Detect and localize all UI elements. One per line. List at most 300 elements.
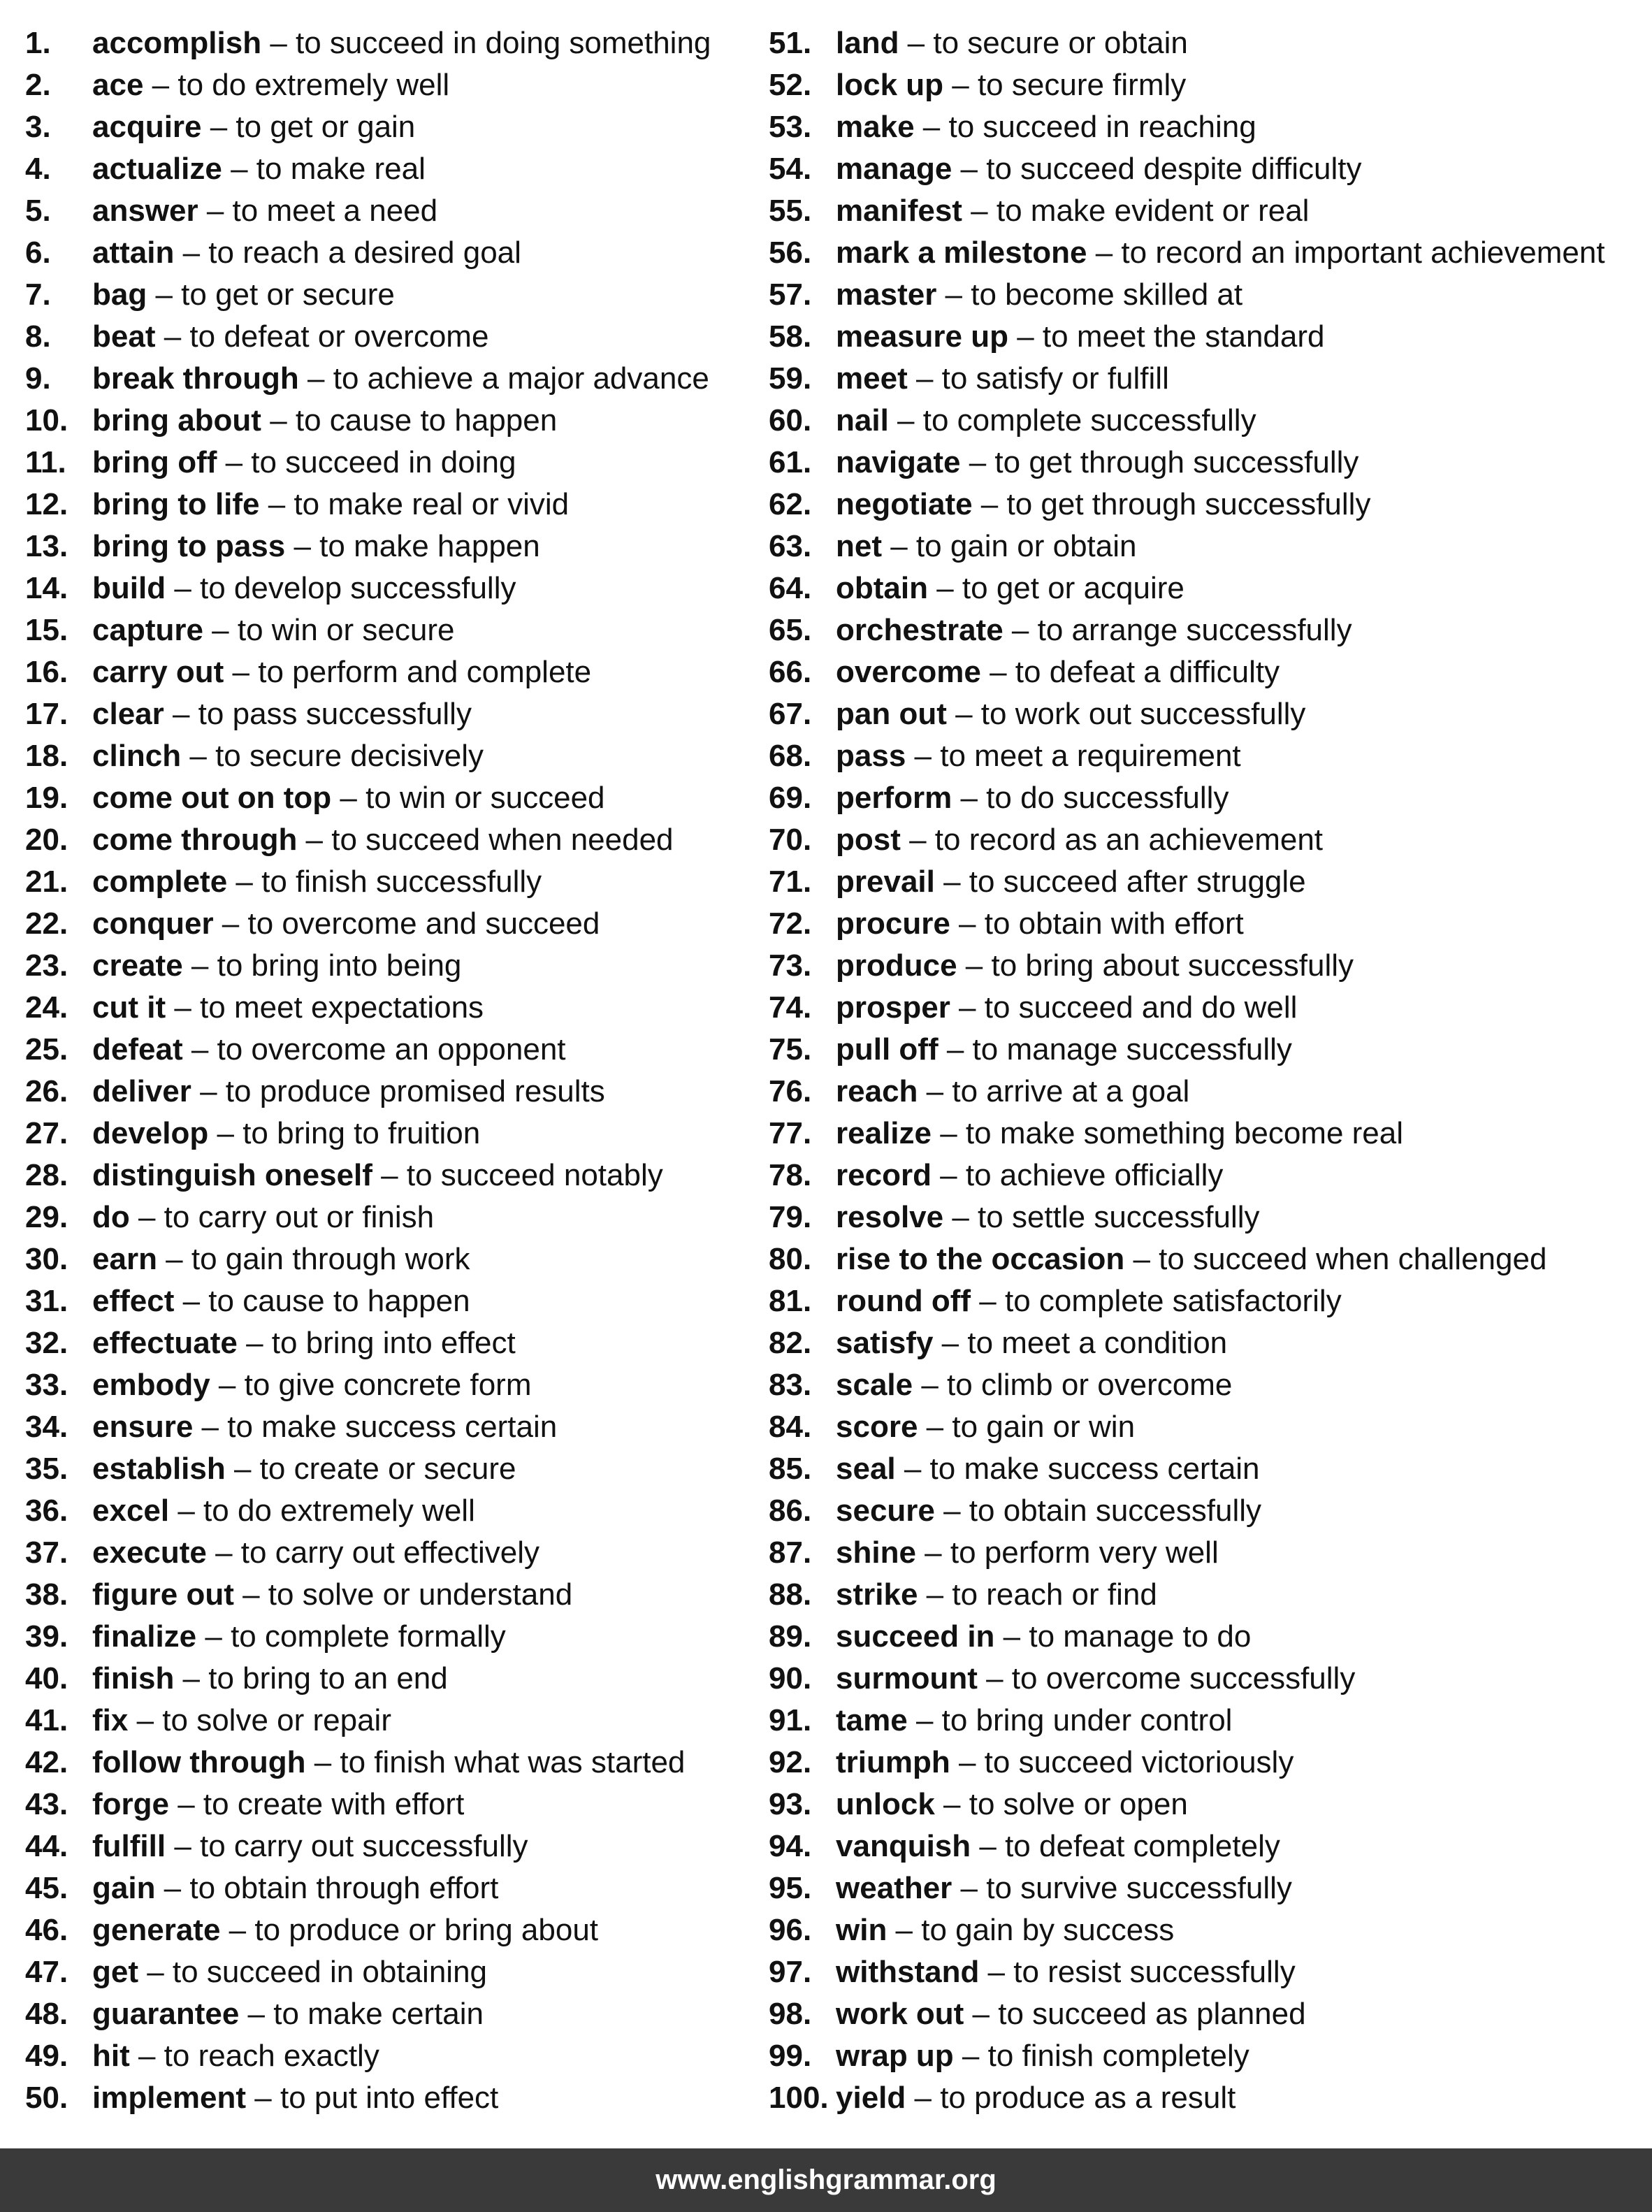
item-word: triumph (836, 1745, 950, 1779)
item-number: 59. (769, 361, 812, 396)
item-number: 44. (25, 1829, 68, 1863)
item-number: 55. (769, 194, 812, 228)
item-number: 6. (25, 236, 51, 270)
item-definition: – to get or acquire (927, 571, 1184, 605)
item-word: accomplish (92, 26, 262, 60)
item-entry (92, 316, 488, 358)
list-item (25, 1784, 759, 1826)
item-entry (92, 274, 395, 316)
item-number: 89. (769, 1619, 812, 1654)
item-definition: – to solve or repair (128, 1703, 391, 1737)
list-item (25, 526, 759, 568)
item-entry (92, 1532, 539, 1574)
item-word: do (92, 1200, 130, 1234)
item-entry (92, 232, 521, 274)
list-item (25, 1742, 759, 1784)
item-entry (92, 1658, 448, 1700)
item-number: 13. (25, 529, 68, 563)
item-entry (836, 22, 1188, 64)
list-item (769, 1071, 1642, 1113)
item-number: 9. (25, 361, 51, 396)
item-word: win (836, 1913, 887, 1947)
item-definition: – to reach exactly (129, 2039, 379, 2073)
item-entry (92, 1826, 528, 1867)
item-definition: – to achieve a major advance (298, 361, 709, 396)
item-word: fulfill (92, 1829, 166, 1863)
item-word: land (836, 26, 899, 60)
item-definition: – to make success certain (193, 1410, 558, 1444)
left-column (25, 22, 759, 2119)
item-entry (836, 1448, 1260, 1490)
item-number: 30. (25, 1242, 68, 1276)
item-definition: – to satisfy or fulfill (907, 361, 1169, 396)
item-entry (92, 1448, 516, 1490)
item-number: 38. (25, 1577, 68, 1612)
item-entry (836, 484, 1370, 526)
item-number: 69. (769, 781, 812, 815)
list-item (25, 1826, 759, 1867)
item-number: 14. (25, 571, 68, 605)
item-word: guarantee (92, 1997, 240, 2031)
item-entry (92, 106, 415, 148)
list-item (25, 987, 759, 1029)
item-word: excel (92, 1494, 170, 1528)
item-definition: – to develop successfully (166, 571, 516, 605)
item-number: 78. (769, 1158, 812, 1192)
item-number: 32. (25, 1326, 68, 1360)
item-word: cut it (92, 990, 166, 1025)
item-definition: – to succeed as planned (964, 1997, 1306, 2031)
item-word: measure up (836, 319, 1008, 354)
item-entry (836, 1406, 1135, 1448)
item-entry (92, 861, 542, 903)
item-word: deliver (92, 1074, 191, 1108)
item-number: 100. (769, 2081, 829, 2115)
item-definition: – to give concrete form (210, 1368, 532, 1402)
item-word: implement (92, 2081, 247, 2115)
list-item (25, 1951, 759, 1993)
item-word: procure (836, 906, 950, 941)
item-number: 11. (25, 445, 66, 479)
list-item (25, 148, 759, 190)
item-entry (92, 1951, 487, 1993)
item-entry (92, 1155, 663, 1197)
item-word: negotiate (836, 487, 973, 521)
item-entry (836, 148, 1362, 190)
item-definition: – to carry out successfully (166, 1829, 528, 1863)
item-entry (836, 651, 1280, 693)
list-item (25, 400, 759, 442)
item-definition: – to overcome and succeed (213, 906, 600, 941)
item-entry (92, 1238, 470, 1280)
item-number: 39. (25, 1619, 68, 1654)
item-definition: – to bring to an end (174, 1661, 448, 1696)
item-entry (836, 2035, 1249, 2077)
item-number: 92. (769, 1745, 812, 1779)
item-entry (92, 693, 472, 735)
item-definition: – to win or succeed (331, 781, 605, 815)
list-item (25, 1071, 759, 1113)
item-entry (92, 1490, 475, 1532)
item-number: 21. (25, 865, 68, 899)
item-definition: – to bring about successfully (957, 948, 1354, 983)
item-number: 56. (769, 236, 812, 270)
item-word: embody (92, 1368, 210, 1402)
list-item (25, 1490, 759, 1532)
item-word: forge (92, 1787, 169, 1821)
list-item (769, 1909, 1642, 1951)
list-item (25, 1029, 759, 1071)
item-number: 65. (769, 613, 812, 647)
item-entry (836, 400, 1256, 442)
item-definition: – to arrange successfully (1003, 613, 1352, 647)
item-definition: – to make success certain (895, 1452, 1260, 1486)
item-number: 8. (25, 319, 51, 354)
item-number: 99. (769, 2039, 812, 2073)
item-word: establish (92, 1452, 226, 1486)
item-word: produce (836, 948, 957, 983)
item-definition: – to work out successfully (946, 697, 1306, 731)
list-item (25, 316, 759, 358)
item-definition: – to become skilled at (936, 277, 1243, 312)
list-item (769, 1029, 1642, 1071)
item-word: orchestrate (836, 613, 1003, 647)
item-entry (836, 693, 1305, 735)
item-number: 70. (769, 823, 812, 857)
item-entry (836, 190, 1309, 232)
item-word: prevail (836, 865, 935, 899)
item-word: figure out (92, 1577, 234, 1612)
item-number: 66. (769, 655, 812, 689)
list-item (25, 1155, 759, 1197)
item-entry (92, 735, 484, 777)
item-number: 12. (25, 487, 68, 521)
list-item (25, 1238, 759, 1280)
item-number: 51. (769, 26, 812, 60)
item-entry (92, 1993, 484, 2035)
item-word: actualize (92, 152, 222, 186)
item-entry (92, 1867, 498, 1909)
item-number: 93. (769, 1787, 812, 1821)
item-entry (836, 1616, 1251, 1658)
item-number: 68. (769, 739, 812, 773)
item-number: 88. (769, 1577, 812, 1612)
item-word: follow through (92, 1745, 306, 1779)
item-entry (836, 568, 1184, 609)
item-number: 98. (769, 1997, 812, 2031)
item-entry (836, 1238, 1546, 1280)
item-number: 86. (769, 1494, 812, 1528)
list-item (769, 1826, 1642, 1867)
item-word: attain (92, 236, 175, 270)
item-definition: – to bring under control (907, 1703, 1233, 1737)
item-word: gain (92, 1871, 156, 1905)
item-word: conquer (92, 906, 214, 941)
list-item (769, 400, 1642, 442)
item-number: 45. (25, 1871, 68, 1905)
list-item (769, 609, 1642, 651)
item-word: withstand (836, 1955, 980, 1989)
item-word: create (92, 948, 183, 983)
item-definition: – to make something become real (931, 1116, 1404, 1150)
item-definition: – to record an important achievement (1087, 236, 1605, 270)
item-number: 48. (25, 1997, 68, 2031)
item-number: 7. (25, 277, 51, 312)
item-number: 80. (769, 1242, 812, 1276)
list-item (769, 1197, 1642, 1238)
item-definition: – to succeed in reaching (914, 110, 1256, 144)
item-definition: – to make real or vivid (259, 487, 570, 521)
list-item (769, 1155, 1642, 1197)
item-entry (92, 1616, 506, 1658)
item-definition: – to defeat or overcome (155, 319, 489, 354)
item-number: 67. (769, 697, 812, 731)
item-number: 15. (25, 613, 68, 647)
item-definition: – to succeed after struggle (934, 865, 1306, 899)
item-entry (836, 1532, 1219, 1574)
list-item (769, 232, 1642, 274)
list-item (25, 1280, 759, 1322)
item-entry (92, 1364, 531, 1406)
item-entry (836, 777, 1229, 819)
item-entry (836, 1784, 1188, 1826)
list-item (769, 568, 1642, 609)
item-number: 42. (25, 1745, 68, 1779)
item-entry (92, 1700, 391, 1742)
item-word: realize (836, 1116, 932, 1150)
item-number: 49. (25, 2039, 68, 2073)
item-definition: – to get through successfully (972, 487, 1371, 521)
list-item (25, 1909, 759, 1951)
item-word: earn (92, 1242, 157, 1276)
item-word: bring about (92, 403, 261, 438)
list-item (769, 484, 1642, 526)
item-word: net (836, 529, 882, 563)
item-definition: – to get or secure (147, 277, 395, 312)
item-word: beat (92, 319, 156, 354)
item-definition: – to succeed in doing (217, 445, 516, 479)
item-word: yield (836, 2081, 906, 2115)
item-word: finalize (92, 1619, 197, 1654)
item-entry (836, 1658, 1355, 1700)
item-word: pull off (836, 1032, 939, 1067)
item-definition: – to manage to do (994, 1619, 1252, 1654)
item-number: 40. (25, 1661, 68, 1696)
item-number: 63. (769, 529, 812, 563)
item-definition: – to succeed notably (372, 1158, 663, 1192)
footer-website: www.englishgrammar.org (655, 2164, 997, 2195)
item-word: record (836, 1158, 932, 1192)
item-entry (92, 400, 557, 442)
item-definition: – to win or secure (203, 613, 455, 647)
item-entry (92, 903, 600, 945)
item-word: master (836, 277, 937, 312)
item-definition: – to meet a requirement (906, 739, 1241, 773)
item-definition: – to secure or obtain (899, 26, 1188, 60)
item-number: 26. (25, 1074, 68, 1108)
item-word: pass (836, 739, 906, 773)
list-item (25, 484, 759, 526)
list-item (25, 651, 759, 693)
item-entry (836, 609, 1352, 651)
item-word: break through (92, 361, 299, 396)
list-item (25, 819, 759, 861)
list-item (769, 1742, 1642, 1784)
item-word: vanquish (836, 1829, 971, 1863)
list-item (769, 987, 1642, 1029)
list-item (769, 777, 1642, 819)
item-definition: – to finish completely (953, 2039, 1249, 2073)
list-item (769, 819, 1642, 861)
item-definition: – to obtain successfully (934, 1494, 1262, 1528)
item-entry (92, 777, 605, 819)
list-item (25, 1532, 759, 1574)
item-definition: – to secure firmly (943, 68, 1187, 102)
item-definition: – to make happen (285, 529, 540, 563)
list-item (769, 1448, 1642, 1490)
item-entry (92, 1113, 480, 1155)
item-entry (836, 945, 1354, 987)
item-definition: – to produce or bring about (220, 1913, 599, 1947)
item-definition: – to perform and complete (224, 655, 592, 689)
list-item (25, 735, 759, 777)
item-number: 2. (25, 68, 51, 102)
item-number: 76. (769, 1074, 812, 1108)
item-definition: – to cause to happen (174, 1284, 470, 1318)
item-entry (92, 442, 516, 484)
list-item (769, 1406, 1642, 1448)
item-definition: – to put into effect (246, 2081, 499, 2115)
item-number: 61. (769, 445, 812, 479)
item-word: scale (836, 1368, 913, 1402)
item-entry (836, 316, 1325, 358)
list-item (769, 651, 1642, 693)
item-word: ensure (92, 1410, 194, 1444)
item-definition: – to make certain (239, 1997, 484, 2031)
item-entry (92, 1280, 470, 1322)
item-definition: – to gain or win (918, 1410, 1136, 1444)
item-definition: – to settle successfully (943, 1200, 1260, 1234)
list-item (25, 1448, 759, 1490)
item-definition: – to obtain with effort (950, 906, 1244, 941)
list-item (25, 358, 759, 400)
item-entry (836, 1071, 1189, 1113)
item-word: manage (836, 152, 952, 186)
item-number: 75. (769, 1032, 812, 1067)
item-number: 35. (25, 1452, 68, 1486)
item-definition: – to defeat a difficulty (980, 655, 1280, 689)
item-number: 53. (769, 110, 812, 144)
list-item (769, 190, 1642, 232)
item-entry (836, 1197, 1260, 1238)
item-entry (92, 1029, 566, 1071)
item-word: manifest (836, 194, 962, 228)
item-number: 25. (25, 1032, 68, 1067)
item-word: come out on top (92, 781, 332, 815)
item-entry (92, 1197, 434, 1238)
item-number: 16. (25, 655, 68, 689)
item-word: lock up (836, 68, 944, 102)
item-word: round off (836, 1284, 971, 1318)
item-definition: – to gain through work (157, 1242, 470, 1276)
item-number: 85. (769, 1452, 812, 1486)
item-word: clinch (92, 739, 182, 773)
item-definition: – to gain by success (887, 1913, 1175, 1947)
item-definition: – to complete successfully (888, 403, 1256, 438)
list-item (769, 1574, 1642, 1616)
item-word: ace (92, 68, 144, 102)
item-entry (836, 1909, 1174, 1951)
item-entry (836, 987, 1297, 1029)
item-number: 87. (769, 1535, 812, 1570)
item-definition: – to make evident or real (962, 194, 1310, 228)
item-word: secure (836, 1494, 935, 1528)
item-word: reach (836, 1074, 918, 1108)
list-item (769, 1616, 1642, 1658)
item-entry (836, 1322, 1227, 1364)
item-word: pan out (836, 697, 947, 731)
item-entry (92, 1406, 557, 1448)
item-word: seal (836, 1452, 896, 1486)
item-definition: – to make real (222, 152, 426, 186)
item-number: 64. (769, 571, 812, 605)
item-definition: – to resist successfully (979, 1955, 1296, 1989)
item-entry (836, 1029, 1292, 1071)
item-number: 73. (769, 948, 812, 983)
list-item (769, 106, 1642, 148)
list-item (769, 1993, 1642, 2035)
list-item (25, 1616, 759, 1658)
item-word: post (836, 823, 901, 857)
item-entry (92, 609, 454, 651)
item-word: clear (92, 697, 164, 731)
item-word: hit (92, 2039, 130, 2073)
item-definition: – to solve or understand (233, 1577, 573, 1612)
item-definition: – to reach a desired goal (174, 236, 521, 270)
list-item (25, 2035, 759, 2077)
item-number: 4. (25, 152, 51, 186)
list-item (769, 1951, 1642, 1993)
footer-bar (0, 2148, 1652, 2212)
item-entry (836, 232, 1605, 274)
item-number: 43. (25, 1787, 68, 1821)
list-item (769, 64, 1642, 106)
item-word: generate (92, 1913, 221, 1947)
item-entry (836, 903, 1244, 945)
list-item (25, 274, 759, 316)
list-item (769, 1238, 1642, 1280)
list-item (25, 693, 759, 735)
item-entry (836, 819, 1323, 861)
item-number: 97. (769, 1955, 812, 1989)
item-number: 60. (769, 403, 812, 438)
item-definition: – to get through successfully (960, 445, 1359, 479)
item-word: execute (92, 1535, 207, 1570)
item-definition: – to get or gain (201, 110, 416, 144)
item-entry (92, 2035, 379, 2077)
item-definition: – to secure decisively (181, 739, 484, 773)
item-definition: – to do successfully (952, 781, 1229, 815)
item-number: 50. (25, 2081, 68, 2115)
item-entry (92, 64, 449, 106)
item-definition: – to bring into being (182, 948, 462, 983)
item-number: 29. (25, 1200, 68, 1234)
item-number: 5. (25, 194, 51, 228)
item-word: develop (92, 1116, 209, 1150)
item-entry (92, 1322, 516, 1364)
item-entry (836, 1280, 1342, 1322)
item-entry (836, 274, 1242, 316)
